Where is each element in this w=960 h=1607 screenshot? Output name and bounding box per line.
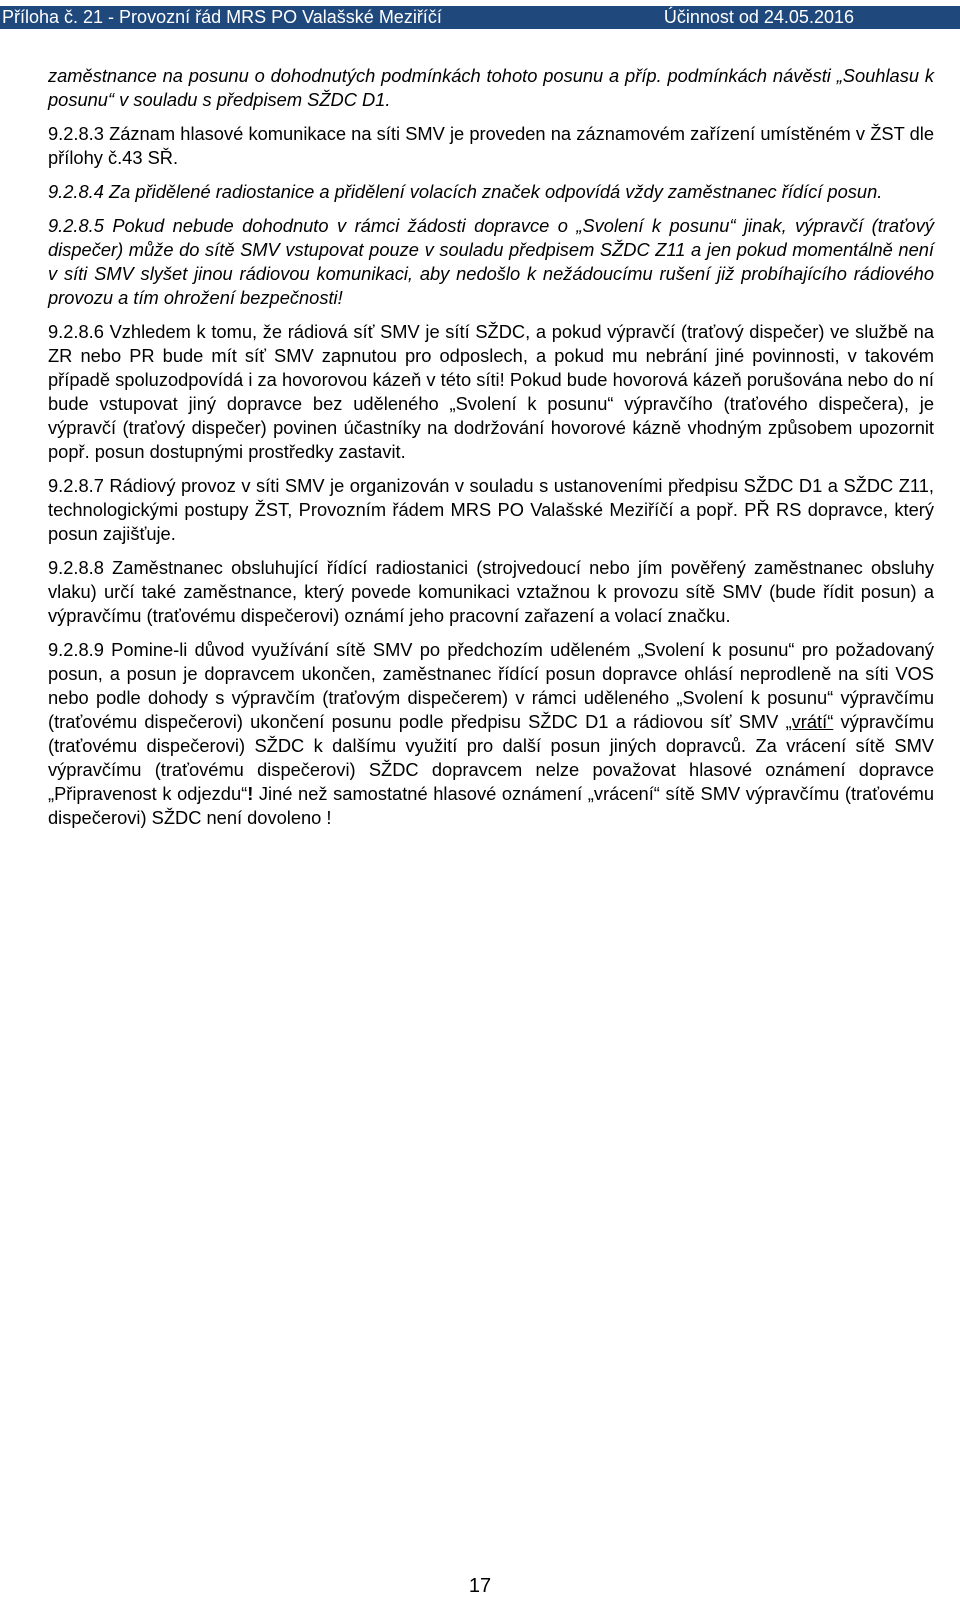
header-effective-date: Účinnost od 24.05.2016: [663, 7, 854, 27]
paragraph-9-2-8-5: 9.2.8.5 Pokud nebude dohodnuto v rámci žádosti dopravce o „Svolení k posunu“ jinak, výpravčí (traťový dispečer) může do sítě SMV vstupovat pouze v souladu předpisem SŽDC Z11 a jen pokud momentálně není v síti SMV slyšet jinou rádiovou komunikaci, aby nedošlo k nežádoucímu rušení již probíhajícího rádiového provozu a tím ohrožení bezpečnosti!: [48, 215, 934, 308]
paragraph-9-2-8-9-part-c: Jiné než samostatné hlasové oznámení „vrácení“ sítě SMV výpravčímu (traťovému dispečerovi) SŽDC není dovoleno !: [48, 783, 934, 828]
paragraph-9-2-8-6: 9.2.8.6 Vzhledem k tomu, že rádiová síť SMV je sítí SŽDC, a pokud výpravčí (traťový dispečer) ve službě na ZR nebo PR bude mít síť SMV zapnutou pro odposlech, a pokud mu nebrání jiné povinnosti, v takovém případě spoluzodpovídá i za hovorovou kázeň v této síti! Pokud bude hovorová kázeň porušována nebo do ní bude vstupovat jiný dopravce bez uděleného „Svolení k posunu“ výpravčího (traťového dispečera), je výpravčí (traťový dispečer) povinen účastníky na dodržování hovorové kázně vhodným způsobem upozornit popř. posun dostupnými prostředky zastavit.: [48, 321, 934, 462]
document-body: [48, 64, 934, 830]
page-number: 17: [468, 1575, 492, 1597]
header-title: Příloha č. 21 - Provozní řád MRS PO Valašské Meziříčí: [2, 7, 442, 27]
exclamation-mark: !: [247, 783, 254, 804]
paragraph-9-2-8-8: 9.2.8.8 Zaměstnanec obsluhující řídící radiostanici (strojvedoucí nebo jím pověřený zaměstnanec obsluhy vlaku) určí také zaměstnance, který povede komunikaci vztažnou k provozu sítě SMV (bude řídit posun) a výpravčímu (traťovému dispečerovi) oznámí jeho pracovní zařazení a volací značku.: [48, 557, 934, 626]
paragraph-9-2-8-3: 9.2.8.3 Záznam hlasové komunikace na síti SMV je proveden na záznamovém zařízení umístěném v ŽST dle přílohy č.43 SŘ.: [48, 123, 934, 168]
paragraph-9-2-8-9: [48, 638, 934, 830]
paragraph-9-2-8-4: 9.2.8.4 Za přidělené radiostanice a přidělení volacích značek odpovídá vždy zaměstnanec řídící posun.: [48, 181, 883, 202]
document-header: [0, 6, 960, 29]
returns-emphasis: „vrátí“: [785, 711, 834, 732]
paragraph-9-2-8-7: 9.2.8.7 Rádiový provoz v síti SMV je organizován v souladu s ustanoveními předpisu SŽDC D1 a SŽDC Z11, technologickými postupy ŽST, Provozním řádem MRS PO Valašské Meziříčí a popř. PŘ RS dopravce, který posun zajišťuje.: [48, 475, 934, 544]
paragraph-9-2-8-9-part-b: výpravčímu (traťovému dispečerovi) SŽDC k dalšímu využití pro další posun jiných dopravců. Za vrácení sítě SMV výpravčímu (traťovému dispečerovi) SŽDC dopravcem nelze považovat hlasové oznámení dopravce „Připravenost k odjezdu“: [48, 711, 934, 804]
paragraph-9-2-8-9-part-a: 9.2.8.9 Pomine-li důvod využívání sítě SMV po předchozím uděleném „Svolení k posunu“ pro požadovaný posun, a posun je dopravcem ukončen, zaměstnanec řídící posun dopravce ohlásí neprodleně na síti VOS nebo podle dohody s výpravčím (traťovým dispečerem) v rámci uděleného „Svolení k posunu“ výpravčímu (traťovému dispečerovi) ukončení posunu podle předpisu SŽDC D1 a rádiovou síť SMV: [48, 639, 934, 732]
paragraph-continuation: zaměstnance na posunu o dohodnutých podmínkách tohoto posunu a příp. podmínkách návěsti „Souhlasu k posunu“ v souladu s předpisem SŽDC D1.: [48, 65, 934, 110]
